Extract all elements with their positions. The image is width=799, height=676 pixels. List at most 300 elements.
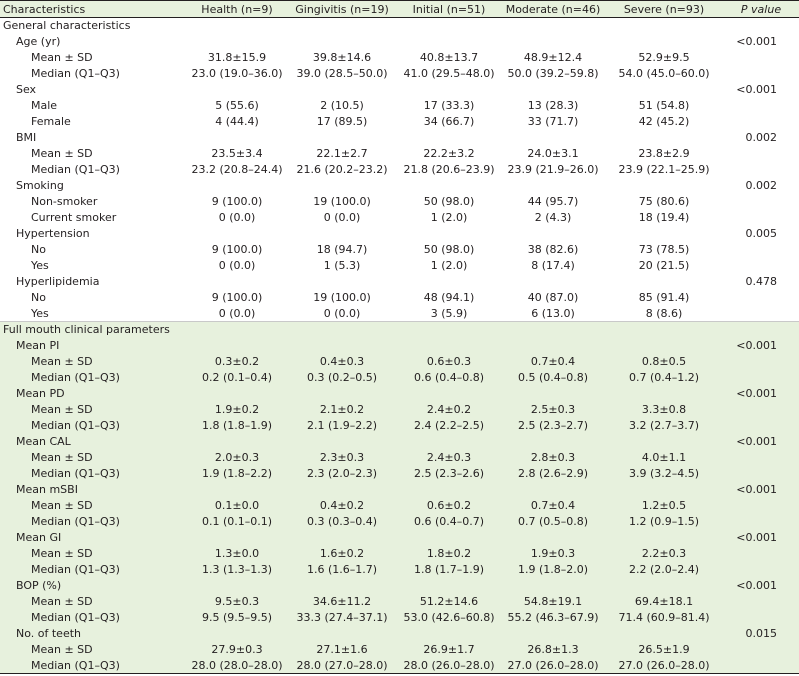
cell-moderate — [501, 34, 605, 50]
row-label: Median (Q1–Q3) — [31, 163, 120, 176]
cell-moderate: 24.0±3.1 — [527, 147, 579, 160]
cell-severe — [605, 18, 723, 34]
cell-severe: 54.0 (45.0–60.0) — [618, 67, 710, 80]
cell-initial: 50 (98.0) — [423, 243, 475, 256]
table-row — [0, 370, 799, 386]
cell-moderate: 0.7±0.4 — [501, 354, 605, 370]
cell-moderate: 38 (82.6) — [527, 243, 579, 256]
row-label: Male — [31, 99, 58, 112]
cell-gingivitis: 0.3 (0.2–0.5) — [287, 370, 397, 386]
cell-p-value — [723, 562, 799, 578]
cell-p-value — [723, 322, 799, 338]
cell-health — [187, 626, 287, 642]
cell-gingivitis — [287, 178, 397, 194]
cell-severe: 26.5±1.9 — [605, 642, 723, 658]
cell-initial — [397, 434, 501, 450]
cell-p-value — [723, 290, 799, 306]
cell-gingivitis: 33.3 (27.4–37.1) — [287, 610, 397, 626]
cell-gingivitis — [287, 226, 397, 242]
cell-p-value: <0.001 — [736, 83, 777, 96]
group-row — [0, 82, 799, 98]
cell-moderate: 1.9±0.3 — [501, 546, 605, 562]
table-row — [0, 162, 799, 178]
row-label: No. of teeth — [0, 626, 187, 642]
cell-p-value — [723, 466, 799, 482]
cell-health: 23.0 (19.0–36.0) — [191, 67, 283, 80]
cell-p-value — [723, 258, 799, 274]
group-row — [0, 130, 799, 146]
cell-p-value: <0.001 — [723, 578, 799, 594]
row-label: Hypertension — [16, 227, 90, 240]
cell-p-value: 0.015 — [723, 626, 799, 642]
table-row — [0, 402, 799, 418]
cell-initial — [397, 338, 501, 354]
cell-severe: 27.0 (26.0–28.0) — [605, 658, 723, 674]
cell-moderate — [501, 18, 605, 34]
cell-moderate — [501, 386, 605, 402]
cell-initial — [397, 34, 501, 50]
cell-severe — [605, 178, 723, 194]
cell-moderate: 0.5 (0.4–0.8) — [501, 370, 605, 386]
cell-severe: 71.4 (60.9–81.4) — [605, 610, 723, 626]
cell-health: 23.5±3.4 — [211, 147, 263, 160]
cell-gingivitis: 1.6±0.2 — [287, 546, 397, 562]
cell-gingivitis: 0.4±0.3 — [287, 354, 397, 370]
cell-initial: 28.0 (26.0–28.0) — [397, 658, 501, 674]
cell-gingivitis: 2.3±0.3 — [287, 450, 397, 466]
cell-moderate — [501, 578, 605, 594]
cell-severe: 3.9 (3.2–4.5) — [605, 466, 723, 482]
cell-health: 0.1±0.0 — [187, 498, 287, 514]
cell-health — [187, 530, 287, 546]
cell-severe — [605, 386, 723, 402]
cell-health: 1.3 (1.3–1.3) — [187, 562, 287, 578]
cell-health: 4 (44.4) — [215, 115, 259, 128]
cell-initial: 53.0 (42.6–60.8) — [397, 610, 501, 626]
cell-health: 23.2 (20.8–24.4) — [191, 163, 283, 176]
cell-severe: 3.3±0.8 — [605, 402, 723, 418]
cell-p-value: <0.001 — [723, 530, 799, 546]
cell-p-value — [723, 210, 799, 226]
cell-p-value: <0.001 — [723, 338, 799, 354]
cell-severe — [605, 274, 723, 290]
cell-gingivitis: 22.1±2.7 — [316, 147, 368, 160]
cell-severe: 4.0±1.1 — [605, 450, 723, 466]
cell-p-value — [723, 546, 799, 562]
cell-moderate: 2.8 (2.6–2.9) — [501, 466, 605, 482]
row-label: Median (Q1–Q3) — [0, 658, 187, 674]
cell-initial — [397, 386, 501, 402]
cell-gingivitis — [287, 530, 397, 546]
cell-severe — [605, 530, 723, 546]
cell-moderate — [501, 226, 605, 242]
group-row — [0, 386, 799, 402]
cell-initial: 17 (33.3) — [423, 99, 475, 112]
table-row — [0, 450, 799, 466]
cell-moderate: 48.9±12.4 — [523, 51, 583, 64]
cell-gingivitis — [287, 386, 397, 402]
cell-severe — [605, 226, 723, 242]
cell-severe: 18 (19.4) — [638, 211, 690, 224]
group-row — [0, 626, 799, 642]
cell-moderate: 13 (28.3) — [527, 99, 579, 112]
row-label: Median (Q1–Q3) — [0, 418, 187, 434]
cell-initial — [397, 82, 501, 98]
table-row — [0, 498, 799, 514]
cell-severe — [605, 82, 723, 98]
cell-p-value — [723, 514, 799, 530]
cell-initial — [397, 226, 501, 242]
cell-moderate: 27.0 (26.0–28.0) — [501, 658, 605, 674]
cell-initial: 21.8 (20.6–23.9) — [403, 163, 495, 176]
header-row — [0, 1, 799, 18]
row-label: Mean ± SD — [0, 354, 187, 370]
cell-p-value — [723, 418, 799, 434]
header-gingivitis: Gingivitis (n=19) — [287, 1, 397, 18]
cell-gingivitis: 1.6 (1.6–1.7) — [287, 562, 397, 578]
cell-initial: 1.8 (1.7–1.9) — [397, 562, 501, 578]
table-row — [0, 50, 799, 66]
cell-severe: 3.2 (2.7–3.7) — [605, 418, 723, 434]
row-label: Non-smoker — [31, 195, 98, 208]
cell-moderate — [501, 274, 605, 290]
cell-moderate: 26.8±1.3 — [501, 642, 605, 658]
row-label: Mean PD — [0, 386, 187, 402]
cell-initial: 0.6 (0.4–0.8) — [397, 370, 501, 386]
row-label: No — [31, 243, 46, 256]
cell-moderate — [501, 322, 605, 338]
cell-health: 1.3±0.0 — [187, 546, 287, 562]
cell-moderate: 2.5 (2.3–2.7) — [501, 418, 605, 434]
cell-health — [187, 578, 287, 594]
row-label: Median (Q1–Q3) — [0, 370, 187, 386]
cell-gingivitis: 0 (0.0) — [323, 211, 361, 224]
cell-initial: 34 (66.7) — [423, 115, 475, 128]
table-row — [0, 146, 799, 162]
cell-severe — [605, 338, 723, 354]
cell-severe: 2.2 (2.0–2.4) — [605, 562, 723, 578]
cell-moderate — [501, 626, 605, 642]
cell-health — [187, 34, 287, 50]
cell-p-value — [723, 642, 799, 658]
table-row — [0, 466, 799, 482]
table-header — [0, 1, 799, 18]
cell-p-value — [723, 658, 799, 674]
cell-health — [187, 274, 287, 290]
table-row — [0, 514, 799, 530]
cell-initial — [397, 578, 501, 594]
cell-initial: 2.4±0.2 — [397, 402, 501, 418]
cell-health: 9 (100.0) — [211, 195, 263, 208]
cell-health: 2.0±0.3 — [187, 450, 287, 466]
cell-initial: 0.6±0.2 — [397, 498, 501, 514]
section-header-row — [0, 18, 799, 34]
cell-moderate: 6 (13.0) — [531, 306, 575, 320]
cell-severe — [605, 482, 723, 498]
cell-health — [187, 18, 287, 34]
cell-severe: 1.2±0.5 — [605, 498, 723, 514]
row-label: Age (yr) — [16, 35, 61, 48]
cell-moderate: 8 (17.4) — [531, 259, 575, 272]
table-row — [0, 658, 799, 674]
row-label: Mean ± SD — [0, 450, 187, 466]
table-row — [0, 354, 799, 370]
cell-severe: 1.2 (0.9–1.5) — [605, 514, 723, 530]
row-label: Mean ± SD — [0, 594, 187, 610]
cell-moderate — [501, 130, 605, 146]
row-label: BMI — [16, 131, 37, 144]
row-label: Mean mSBI — [0, 482, 187, 498]
cell-p-value — [723, 498, 799, 514]
cell-severe: 73 (78.5) — [638, 243, 690, 256]
cell-health: 0 (0.0) — [218, 211, 256, 224]
row-label: Mean PI — [0, 338, 187, 354]
cell-severe — [605, 626, 723, 642]
cell-p-value — [723, 594, 799, 610]
cell-p-value — [723, 370, 799, 386]
cell-p-value — [723, 306, 799, 322]
cell-gingivitis: 1 (5.3) — [323, 259, 361, 272]
cell-initial: 2.4 (2.2–2.5) — [397, 418, 501, 434]
cell-initial — [397, 130, 501, 146]
cell-moderate: 40 (87.0) — [527, 291, 579, 304]
cell-health — [187, 130, 287, 146]
cell-severe: 42 (45.2) — [638, 115, 690, 128]
row-label: Mean ± SD — [0, 402, 187, 418]
cell-health: 1.8 (1.8–1.9) — [187, 418, 287, 434]
header-health: Health (n=9) — [187, 1, 287, 18]
cell-health: 9 (100.0) — [211, 291, 263, 304]
cell-severe: 8 (8.6) — [645, 306, 683, 320]
cell-moderate: 44 (95.7) — [527, 195, 579, 208]
cell-severe: 2.2±0.3 — [605, 546, 723, 562]
cell-severe — [605, 34, 723, 50]
row-label: Yes — [31, 259, 49, 272]
cell-initial: 3 (5.9) — [430, 306, 468, 320]
cell-severe: 85 (91.4) — [638, 291, 690, 304]
cell-initial: 50 (98.0) — [423, 195, 475, 208]
cell-initial: 1 (2.0) — [430, 211, 468, 224]
cell-health: 0.3±0.2 — [187, 354, 287, 370]
row-label: Mean ± SD — [0, 498, 187, 514]
cell-moderate: 23.9 (21.9–26.0) — [507, 163, 599, 176]
group-row — [0, 530, 799, 546]
header-moderate: Moderate (n=46) — [501, 1, 605, 18]
table-row — [0, 98, 799, 114]
cell-severe: 69.4±18.1 — [605, 594, 723, 610]
cell-p-value — [723, 66, 799, 82]
cell-p-value — [723, 242, 799, 258]
cell-initial: 0.6 (0.4–0.7) — [397, 514, 501, 530]
cell-moderate: 33 (71.7) — [527, 115, 579, 128]
row-label: Mean ± SD — [31, 51, 93, 64]
cell-initial: 51.2±14.6 — [397, 594, 501, 610]
cell-gingivitis: 39.0 (28.5–50.0) — [296, 67, 388, 80]
header-p-value: P value — [723, 1, 799, 18]
cell-health: 28.0 (28.0–28.0) — [187, 658, 287, 674]
cell-health: 9.5 (9.5–9.5) — [187, 610, 287, 626]
cell-initial: 2.5 (2.3–2.6) — [397, 466, 501, 482]
table-row — [0, 290, 799, 306]
row-label: Median (Q1–Q3) — [0, 610, 187, 626]
row-label: Median (Q1–Q3) — [31, 67, 120, 80]
cell-gingivitis: 2.1 (1.9–2.2) — [287, 418, 397, 434]
cell-gingivitis: 19 (100.0) — [313, 195, 371, 208]
cell-p-value — [723, 194, 799, 210]
cell-gingivitis — [287, 82, 397, 98]
cell-initial: 41.0 (29.5–48.0) — [403, 67, 495, 80]
cell-severe — [605, 434, 723, 450]
cell-initial: 2.4±0.3 — [397, 450, 501, 466]
table-body — [0, 18, 799, 674]
row-label: No — [31, 291, 46, 304]
cell-health: 9.5±0.3 — [187, 594, 287, 610]
cell-moderate — [501, 530, 605, 546]
cell-initial: 40.8±13.7 — [419, 51, 479, 64]
cell-moderate: 2 (4.3) — [534, 211, 572, 224]
cell-initial — [397, 18, 501, 34]
cell-initial — [397, 322, 501, 338]
group-row — [0, 274, 799, 290]
cell-severe: 20 (21.5) — [638, 259, 690, 272]
cell-health — [187, 82, 287, 98]
cell-initial — [397, 274, 501, 290]
cell-p-value — [723, 146, 799, 162]
cell-p-value — [723, 354, 799, 370]
cell-initial: 0.6±0.3 — [397, 354, 501, 370]
cell-severe: 0.8±0.5 — [605, 354, 723, 370]
cell-gingivitis: 39.8±14.6 — [312, 51, 372, 64]
cell-moderate: 2.8±0.3 — [501, 450, 605, 466]
cell-health: 1.9±0.2 — [187, 402, 287, 418]
header-characteristics: Characteristics — [0, 1, 187, 18]
row-label: Full mouth clinical parameters — [0, 322, 187, 338]
cell-p-value — [723, 18, 799, 34]
table-row — [0, 306, 799, 322]
cell-initial — [397, 482, 501, 498]
cell-gingivitis: 0.3 (0.3–0.4) — [287, 514, 397, 530]
cell-moderate — [501, 338, 605, 354]
table-row — [0, 194, 799, 210]
group-row — [0, 482, 799, 498]
row-label: Yes — [31, 306, 49, 320]
cell-moderate: 54.8±19.1 — [501, 594, 605, 610]
table-row — [0, 66, 799, 82]
cell-gingivitis — [287, 482, 397, 498]
group-row — [0, 178, 799, 194]
cell-health: 0.1 (0.1–0.1) — [187, 514, 287, 530]
cell-gingivitis — [287, 322, 397, 338]
cell-severe: 52.9±9.5 — [638, 51, 690, 64]
cell-health: 0 (0.0) — [218, 259, 256, 272]
row-label: Mean CAL — [0, 434, 187, 450]
section-header-row — [0, 322, 799, 338]
cell-health: 31.8±15.9 — [207, 51, 267, 64]
cell-initial: 1.8±0.2 — [397, 546, 501, 562]
cell-moderate: 1.9 (1.8–2.0) — [501, 562, 605, 578]
cell-p-value — [723, 450, 799, 466]
cell-p-value — [723, 98, 799, 114]
cell-moderate: 55.2 (46.3–67.9) — [501, 610, 605, 626]
cell-health: 1.9 (1.8–2.2) — [187, 466, 287, 482]
row-label: Median (Q1–Q3) — [0, 514, 187, 530]
table-row — [0, 210, 799, 226]
cell-initial: 1 (2.0) — [430, 259, 468, 272]
cell-gingivitis — [287, 18, 397, 34]
row-label: Female — [31, 115, 71, 128]
cell-moderate: 0.7±0.4 — [501, 498, 605, 514]
cell-gingivitis — [287, 578, 397, 594]
table-row — [0, 114, 799, 130]
cell-gingivitis — [287, 130, 397, 146]
group-row — [0, 338, 799, 354]
table-row — [0, 546, 799, 562]
cell-p-value: 0.005 — [745, 227, 777, 240]
cell-initial — [397, 178, 501, 194]
cell-gingivitis: 0.4±0.2 — [287, 498, 397, 514]
cell-severe — [605, 578, 723, 594]
cell-initial: 26.9±1.7 — [397, 642, 501, 658]
cell-initial: 48 (94.1) — [423, 291, 475, 304]
row-label: Mean ± SD — [31, 147, 93, 160]
cell-p-value: <0.001 — [736, 35, 777, 48]
cell-gingivitis: 34.6±11.2 — [287, 594, 397, 610]
cell-health — [187, 226, 287, 242]
cell-severe — [605, 130, 723, 146]
header-initial: Initial (n=51) — [397, 1, 501, 18]
row-label: Hyperlipidemia — [16, 275, 100, 288]
row-label: Mean ± SD — [0, 642, 187, 658]
cell-initial — [397, 530, 501, 546]
cell-moderate — [501, 434, 605, 450]
table-row — [0, 562, 799, 578]
cell-p-value — [723, 50, 799, 66]
row-label: Median (Q1–Q3) — [0, 466, 187, 482]
row-label: Mean GI — [0, 530, 187, 546]
cell-p-value: 0.478 — [745, 275, 777, 288]
cell-gingivitis: 2.1±0.2 — [287, 402, 397, 418]
table-row — [0, 242, 799, 258]
cell-gingivitis: 28.0 (27.0–28.0) — [287, 658, 397, 674]
cell-p-value: <0.001 — [723, 386, 799, 402]
cell-gingivitis: 19 (100.0) — [313, 291, 371, 304]
row-label: Mean ± SD — [0, 546, 187, 562]
cell-p-value — [723, 610, 799, 626]
cell-severe — [605, 322, 723, 338]
row-label: Smoking — [16, 179, 64, 192]
cell-severe: 51 (54.8) — [638, 99, 690, 112]
cell-health: 9 (100.0) — [211, 243, 263, 256]
table-row — [0, 258, 799, 274]
cell-health — [187, 178, 287, 194]
cell-moderate — [501, 482, 605, 498]
cell-health — [187, 482, 287, 498]
table-row — [0, 610, 799, 626]
row-label: General characteristics — [3, 19, 131, 33]
cell-gingivitis: 17 (89.5) — [316, 115, 368, 128]
row-label: Current smoker — [31, 211, 117, 224]
cell-gingivitis: 2 (10.5) — [320, 99, 364, 112]
cell-gingivitis: 2.3 (2.0–2.3) — [287, 466, 397, 482]
cell-gingivitis: 0 (0.0) — [323, 306, 361, 320]
cell-health — [187, 338, 287, 354]
cell-gingivitis: 21.6 (20.2–23.2) — [296, 163, 388, 176]
group-row — [0, 226, 799, 242]
cell-health: 27.9±0.3 — [187, 642, 287, 658]
cell-gingivitis: 27.1±1.6 — [287, 642, 397, 658]
group-row — [0, 34, 799, 50]
cell-severe: 0.7 (0.4–1.2) — [605, 370, 723, 386]
